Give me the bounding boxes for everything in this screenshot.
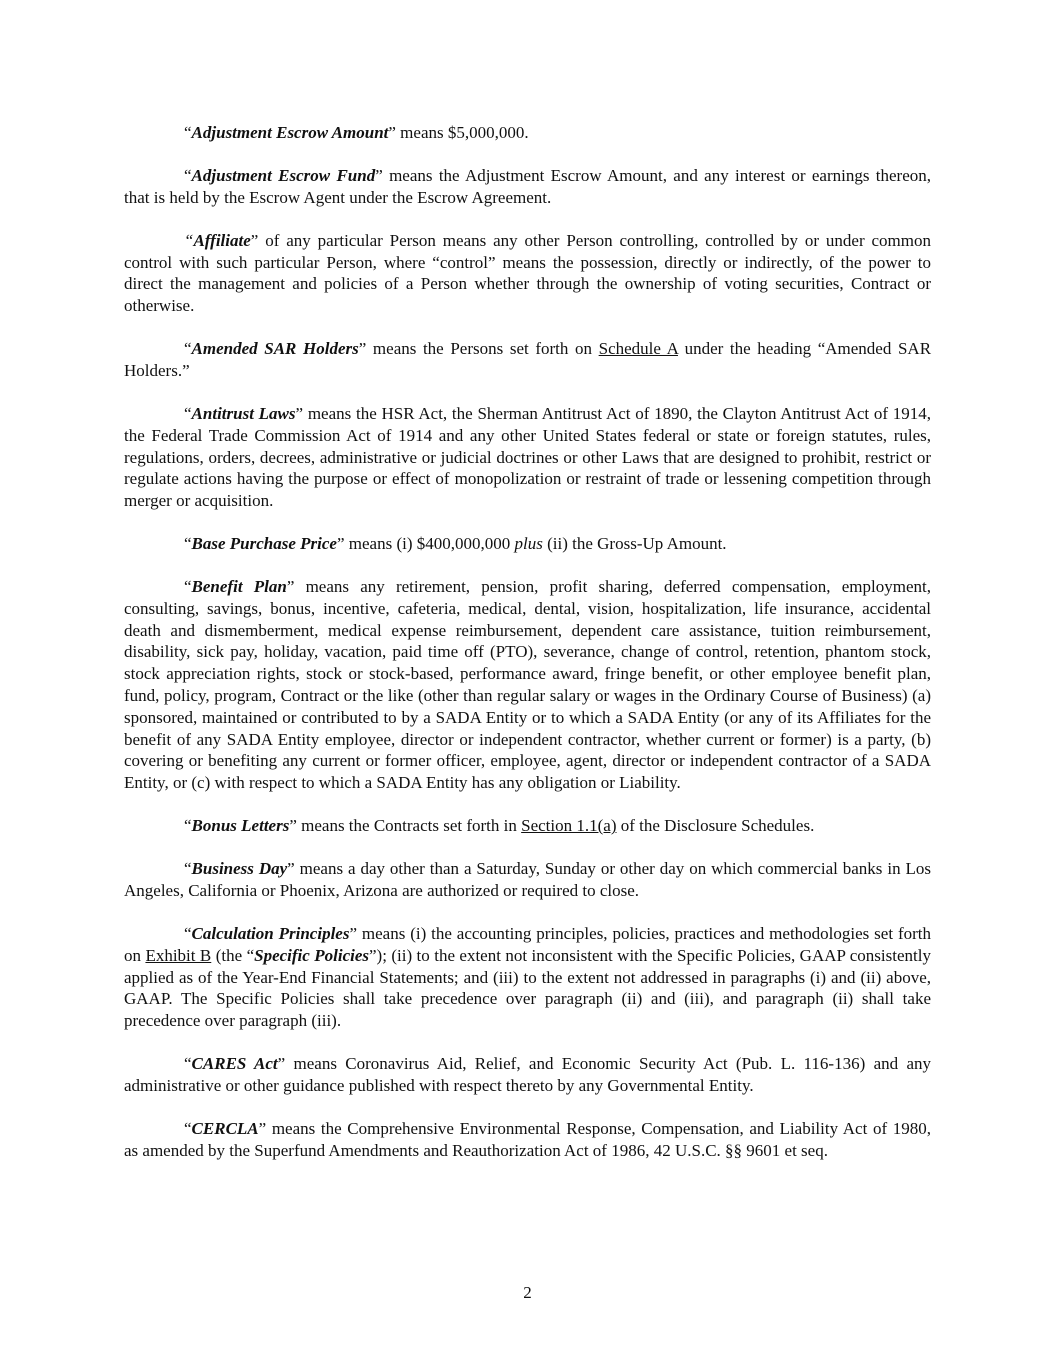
definition-amended-sar-holders: “Amended SAR Holders” means the Persons set forth on Schedule A under the heading “Amended SAR Holders.” xyxy=(124,339,932,380)
definition-base-purchase-price: “Base Purchase Price” means (i) $400,000,000 plus (ii) the Gross-Up Amount. xyxy=(184,534,727,554)
definition-text: means the Adjustment Escrow Amount, and any interest or earnings thereon, that is held by the Escrow Agent under the Escrow Agreement. xyxy=(124,165,932,207)
definition-text: means the Comprehensive Environmental Response, Compensation, and Liability Act of 1980, as amended by the Superfund Amendments and Reauthorization Act of 1986, 42 U.S.C. §§ 9601 et seq. xyxy=(124,1118,931,1160)
definition-adjustment-escrow-fund: “Adjustment Escrow Fund” means the Adjustment Escrow Amount, and any interest or earnings thereon, that is held by the Escrow Agent under the Escrow Agreement. xyxy=(124,165,932,207)
definition-cares-act: “CARES Act” means Coronavirus Aid, Relief, and Economic Security Act (Pub. L. 116-136) and any administrative or other guidance published with respect thereto by any Governmental Entity. xyxy=(124,1054,931,1095)
document-body xyxy=(124,122,931,1162)
definition-text: means (i) the accounting principles, policies, practices and methodologies set forth on xyxy=(124,924,931,965)
definition-cercla: “CERCLA” means the Comprehensive Environmental Response, Compensation, and Liability Act of 1980, as amended by the Superfund Amendments and Reauthorization Act of 1986, 42 U.S.C. §§ 9601 et seq. xyxy=(124,1118,931,1160)
definition-bonus-letters: “Bonus Letters” means the Contracts set forth in Section 1.1(a) of the Disclosure Schedules. xyxy=(184,816,815,836)
defined-term: Adjustment Escrow Amount xyxy=(191,123,389,142)
definition-adjustment-escrow-amount: “Adjustment Escrow Amount” means $5,000,000. xyxy=(184,123,529,142)
definition-text: means Coronavirus Aid, Relief, and Economic Security Act (Pub. L. 116-136) and any administrative or other guidance published with respect thereto by any Governmental Entity. xyxy=(124,1054,931,1095)
definition-text: means (i) $400,000,000 xyxy=(348,534,511,554)
definition-antitrust-laws: “Antitrust Laws” means the HSR Act, the Sherman Antitrust Act of 1890, the Clayton Antitrust Act of 1914, the Federal Trade Commission Act of 1914 and any other United States federal or state or foreign statutes, rules, regulations, orders, decrees, administrative or judicial doctrines or other Laws that are designed to prohibit, restrict or regulate actions having the purpose or effect of monopolization or restraint of trade or lessening competition through merger or acquisition. xyxy=(124,403,931,511)
definition-calculation-principles: “Calculation Principles” means (i) the accounting principles, policies, practices and methodologies set forth on Exhibit B (the “Specific Policies”); (ii) to the extent not inconsistent with the Specific Policies, GAAP consistently applied as of the Year-End Financial Statements; and (iii) to the extent not addressed in paragraphs (i) and (ii) above, GAAP. The Specific Policies shall take precedence over paragraph (ii) and (iii), and paragraph (ii) shall take precedence over paragraph (iii). xyxy=(124,924,931,1031)
exhibit-b-reference: Exhibit B xyxy=(145,945,212,965)
defined-term: Business Day xyxy=(191,859,288,879)
definition-text: means a day other than a Saturday, Sunday or other day on which commercial banks in Los Angeles, California or Phoenix, Arizona are authorized or required to close. xyxy=(124,859,931,901)
definition-benefit-plan: “Benefit Plan” means any retirement, pension, profit sharing, deferred compensation, employment, consulting, savings, bonus, incentive, cafeteria, medical, dental, vision, hospitalization, life insurance, accidental death and dismemberment, medical expense reimbursement, dependent care assistance, tuition reimbursement, disability, sick pay, holiday, vacation, paid time off (PTO), severance, change of control, retention, phantom stock, stock appreciation rights, stock or stock-based, performance award, fringe benefit, or other employee benefit plan, fund, policy, program, Contract or the like (other than regular salary or wages in the Ordinary Course of Business) (a) sponsored, maintained or contributed to by a SADA Entity or to which a SADA Entity (or any of its Affiliates for the benefit of any SADA Entity employee, director or independent contractor, whether current or former) is a party, (b) covering or benefiting any current or former officer, employee, agent, director or independent contractor of a SADA Entity, or (c) with respect to which a SADA Entity has any obligation or Liability. xyxy=(124,577,931,793)
definition-text: of the Disclosure Schedules. xyxy=(620,816,815,836)
defined-term: CERCLA xyxy=(191,1118,259,1138)
defined-sub-term: Specific Policies xyxy=(254,945,369,965)
definition-text: means any retirement, pension, profit sharing, deferred compensation, employment, consulting, savings, bonus, incentive, cafeteria, medical, dental, vision, hospitalization, life insurance, accidental death and dismemberment, medical expense reimbursement, dependent care assistance, tuition reimbursement, disability, sick pay, holiday, vacation, paid time off (PTO), severance, change of control, retention, phantom stock, stock appreciation rights, stock or stock-based, performance award, fringe benefit, or other employee benefit plan, fund, policy, program, Contract or the like (other than regular salary or wages in the Ordinary Course of Business) (a) sponsored, maintained or contributed to by a SADA Entity or to which a SADA Entity (or any of its Affiliates for the benefit of any SADA Entity employee, director or independent contractor, whether current or former) is a party, (b) covering or benefiting any current or former officer, employee, agent, director or independent contractor of a SADA Entity, or (c) with respect to which a SADA Entity has any obligation or Liability. xyxy=(124,577,931,793)
defined-term: Calculation Principles xyxy=(191,924,350,943)
definition-text: (ii) the Gross-Up Amount. xyxy=(547,534,727,554)
definition-text: means the Persons set forth on xyxy=(372,339,593,359)
definition-affiliate: “Affiliate” of any particular Person means any other Person controlling, controlled by or under common control with such particular Person, where “control” means the possession, directly or indirectly, of the power to direct the management and policies of a Person whether through the ownership of voting securities, Contract or otherwise. xyxy=(124,230,931,316)
definition-text: under the heading “Amended SAR Holders.” xyxy=(124,339,932,380)
definition-text: means $5,000,000. xyxy=(400,123,529,142)
definition-text: means the Contracts set forth in xyxy=(301,816,517,836)
defined-term: CARES Act xyxy=(191,1054,278,1074)
defined-term: Affiliate xyxy=(193,230,251,250)
defined-term: Base Purchase Price xyxy=(191,534,337,554)
section-reference: Section 1.1(a) xyxy=(521,816,617,836)
defined-term: Benefit Plan xyxy=(191,577,287,597)
definition-text: (the “ xyxy=(215,945,255,965)
page-number: 2 xyxy=(523,1283,532,1302)
schedule-a-reference: Schedule A xyxy=(598,339,678,359)
definition-text: means the HSR Act, the Sherman Antitrust Act of 1890, the Clayton Antitrust Act of 1914, the Federal Trade Commission Act of 1914 and any other United States federal or state or foreign statutes, rules, regulations, orders, decrees, administrative or judicial doctrines or other Laws that are designed to prohibit, restrict or regulate actions having the purpose or effect of monopolization or restraint of trade or lessening competition through merger or acquisition. xyxy=(124,403,931,511)
defined-term: Antitrust Laws xyxy=(191,403,296,423)
definition-text: ”); (ii) to the extent not inconsistent with the Specific Policies, GAAP consistently applied as of the Year-End Financial Statements; and (iii) to the extent not addressed in paragraphs (i) and (ii) above, GAAP. The Specific Policies shall take precedence over paragraph (ii) and (iii), and paragraph (ii) shall take precedence over paragraph (iii). xyxy=(124,945,931,1031)
defined-term: Amended SAR Holders xyxy=(191,339,359,359)
emphasis-plus: plus xyxy=(514,534,543,554)
definition-business-day: “Business Day” means a day other than a Saturday, Sunday or other day on which commercial banks in Los Angeles, California or Phoenix, Arizona are authorized or required to close. xyxy=(124,859,931,901)
defined-term: Adjustment Escrow Fund xyxy=(191,165,376,185)
defined-term: Bonus Letters xyxy=(191,816,290,836)
definition-text: of any particular Person means any other Person controlling, controlled by or under common control with such particular Person, where “control” means the possession, directly or indirectly, of the power to direct the management and policies of a Person whether through the ownership of voting securities, Contract or otherwise. xyxy=(124,230,931,316)
